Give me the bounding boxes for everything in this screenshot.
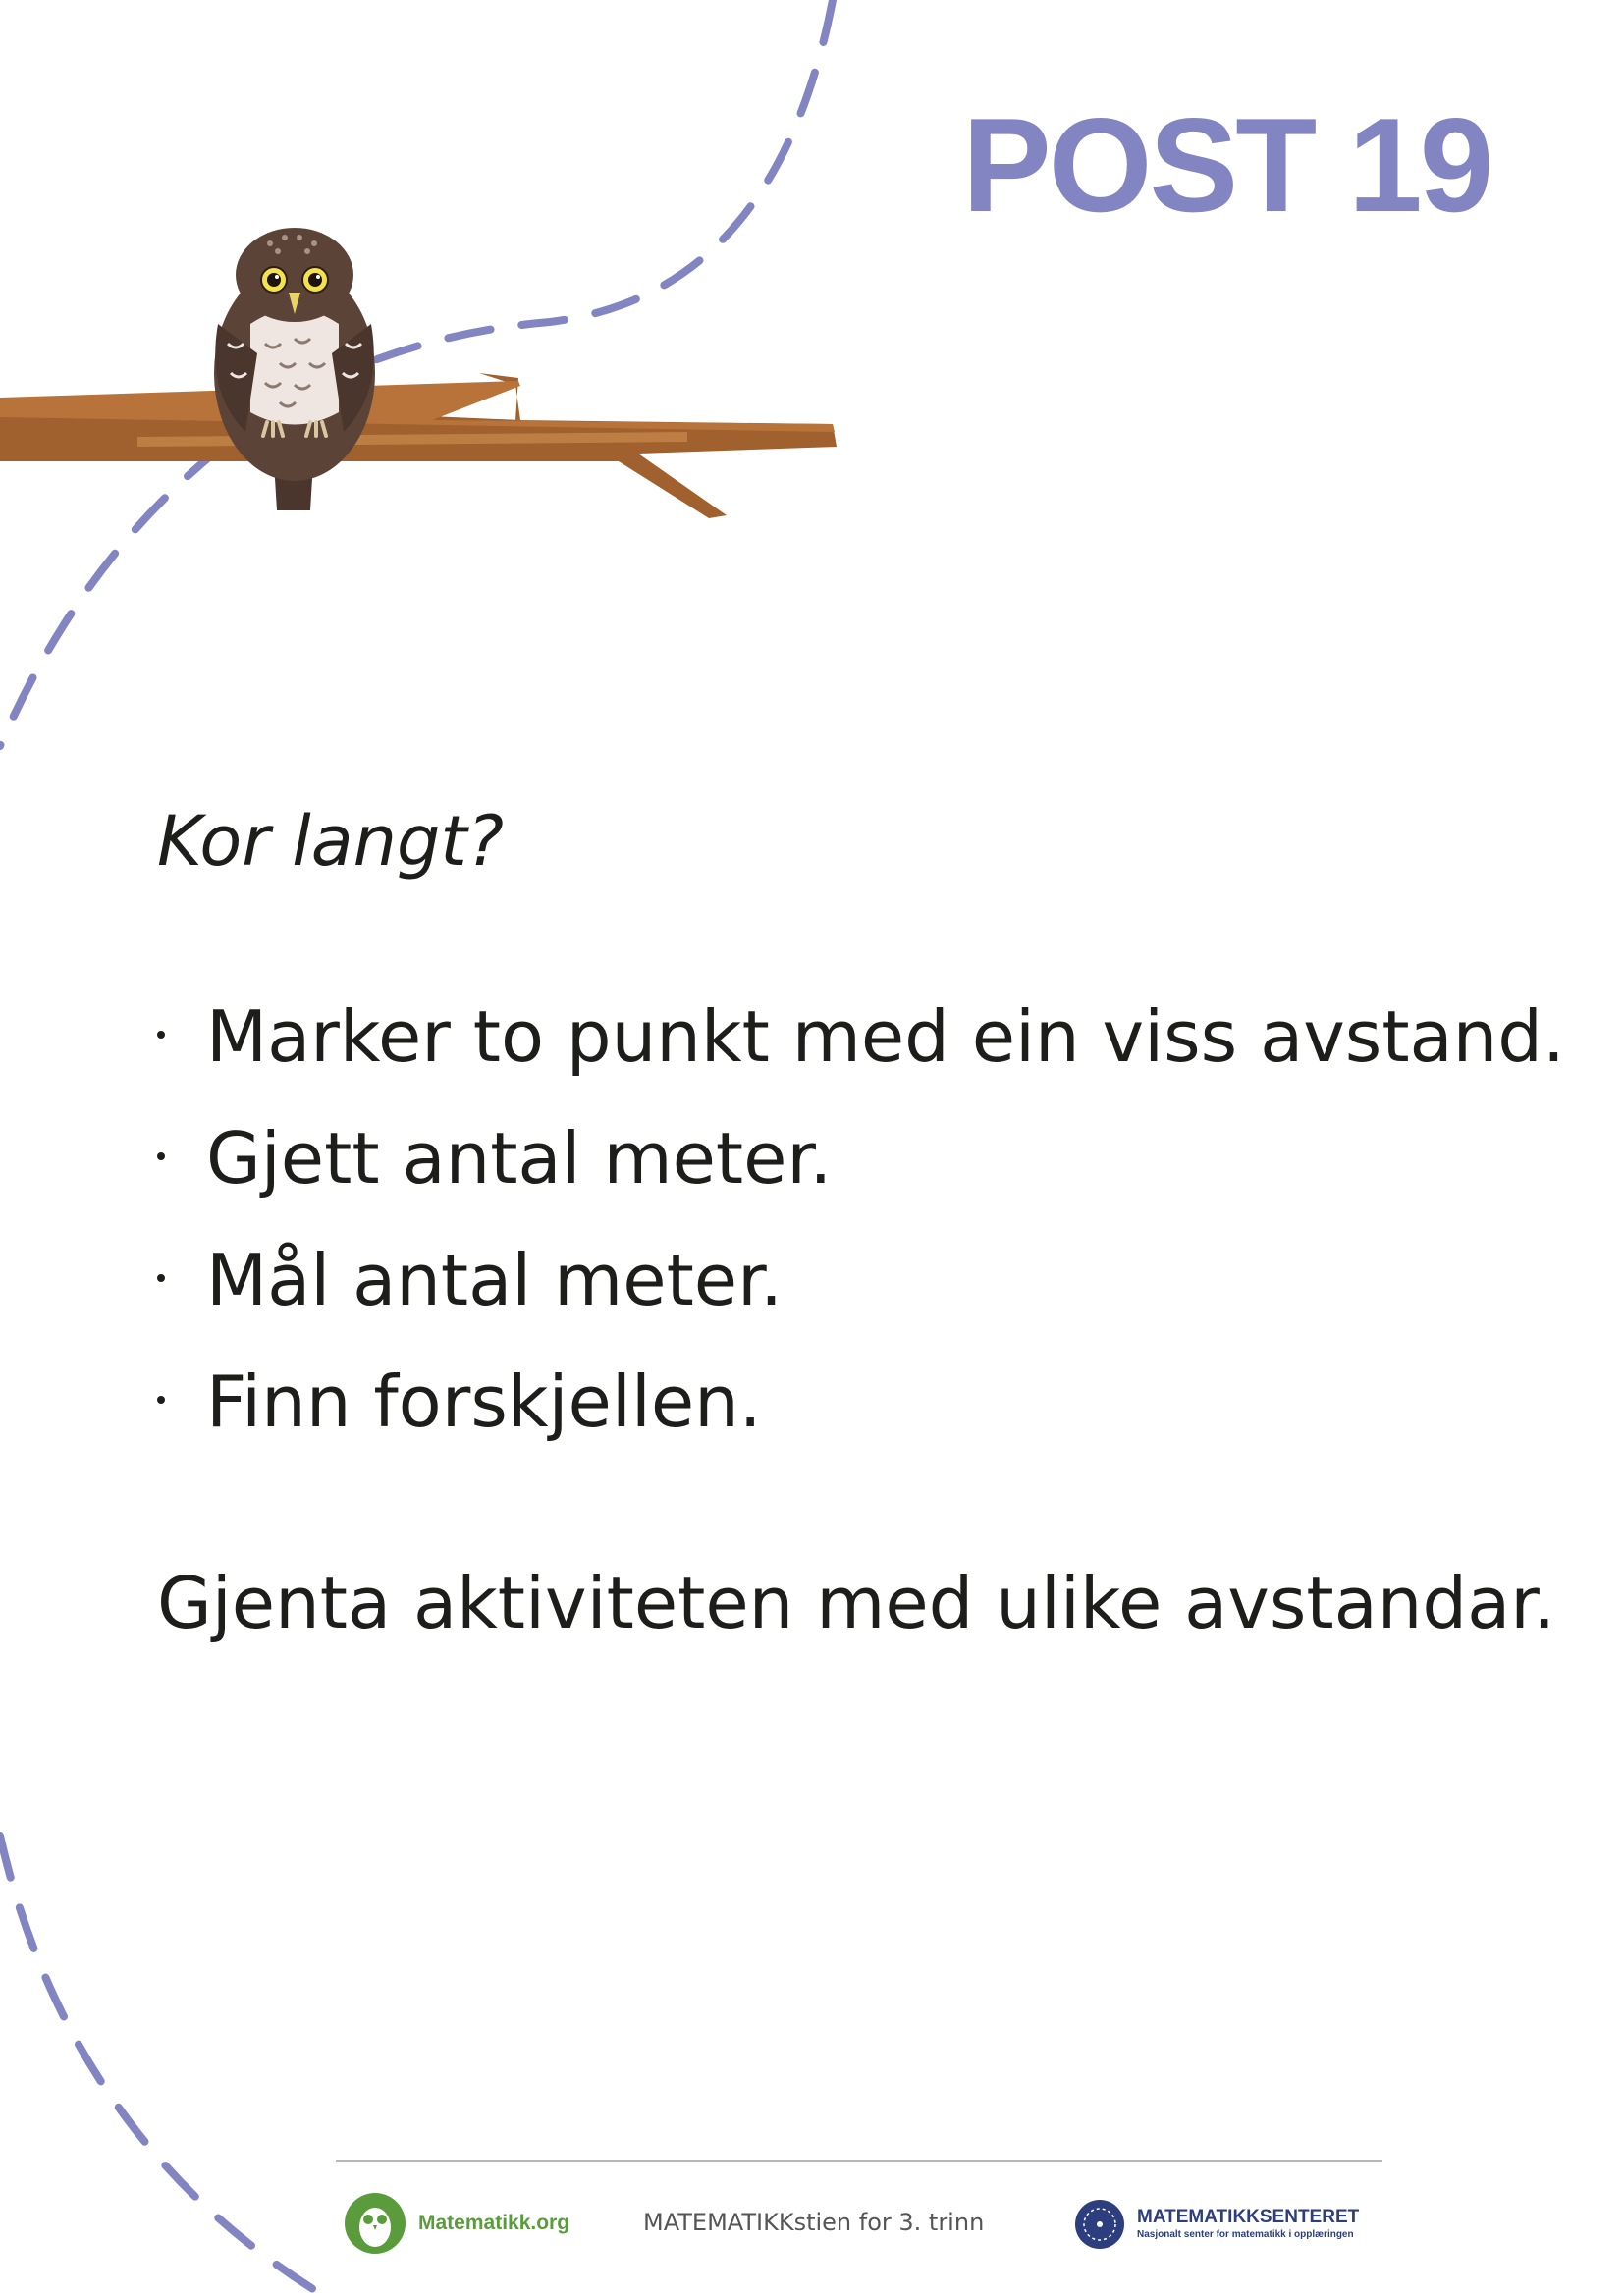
owl-logo-icon [344,2192,406,2255]
bullet-icon [157,1274,165,1282]
owl-illustration [214,228,375,510]
repeat-instruction: Gjenta aktiviteten med ulike avstandar. [157,1562,1556,1644]
branch-illustration [0,373,837,518]
activity-question: Kor langt? [157,801,505,881]
dashed-path-upper [0,0,833,746]
list-item [157,995,1565,1123]
list-item [157,1361,1551,1488]
matematikk-org-name: Matematikk.org [418,2212,570,2234]
bullet-icon [157,1152,165,1160]
activity-steps-list [157,995,1565,1488]
matematikksenteret-brand [1074,2195,1359,2254]
matematikksenteret-logo-icon [1074,2199,1125,2250]
list-item [157,1117,1551,1245]
bullet-icon [157,1396,165,1404]
matematikksenteret-subtitle: Nasjonalt senter for matematikk i opplæringen [1137,2228,1354,2240]
step-text: Finn forskjellen. [206,1361,762,1443]
dashed-path-lower [0,1836,324,2296]
footer-divider [336,2160,1382,2162]
list-item [157,1239,1551,1366]
matematikksenteret-text [1137,2208,1359,2241]
post-number-title: POST 19 [962,90,1491,240]
step-text: Mål antal meter. [206,1239,783,1321]
footer-series-title: MATEMATIKKstien for 3. trinn [643,2209,985,2236]
step-text: Marker to punkt med ein viss avstand. [206,995,1565,1078]
matematikk-org-brand [344,2189,569,2258]
step-text: Gjett antal meter. [206,1117,833,1200]
bullet-icon [157,1031,165,1039]
matematikksenteret-name: MATEMATIKKSENTERET [1137,2207,1360,2228]
